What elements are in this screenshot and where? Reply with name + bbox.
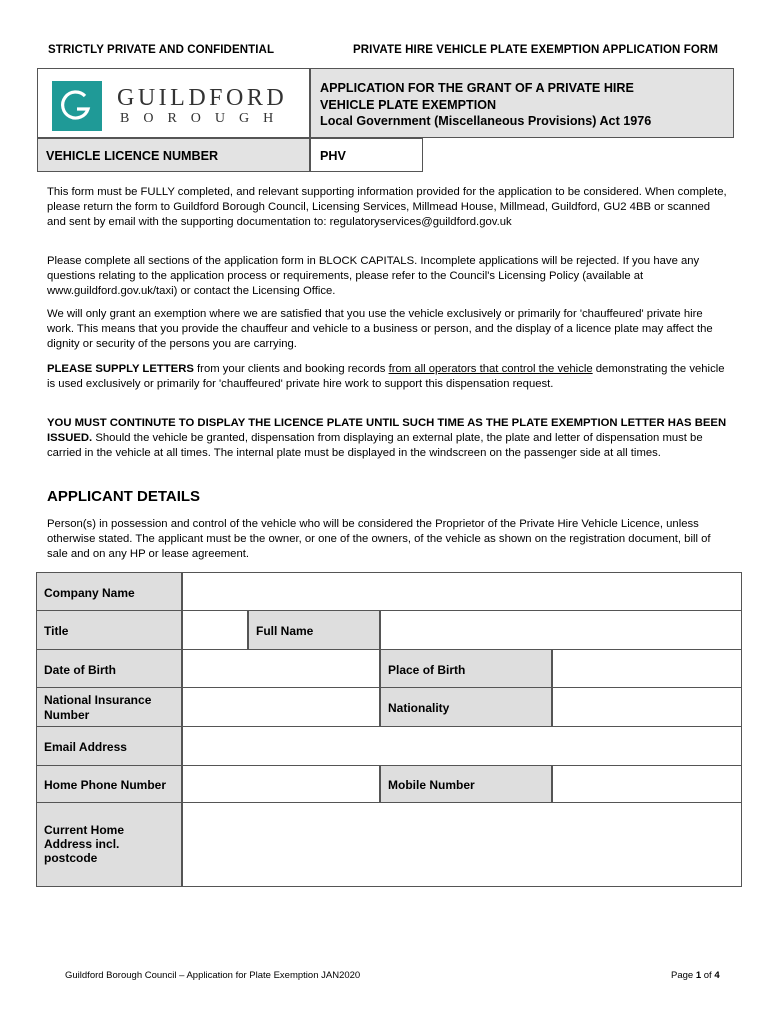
vehicle-licence-label: VEHICLE LICENCE NUMBER <box>46 149 219 163</box>
place-of-birth-field[interactable] <box>552 649 742 688</box>
intro-paragraph-4: PLEASE SUPPLY LETTERS from your clients and booking records from all operators that control the vehicle demonstrating the vehicle is used exclusively or primarily for 'chauffeured' private hire work to support this dispensation request. <box>47 363 725 390</box>
address-field[interactable] <box>182 802 742 887</box>
email-label: Email Address <box>44 740 127 754</box>
form-type-label: PRIVATE HIRE VEHICLE PLATE EXEMPTION APPLICATION FORM <box>353 44 719 56</box>
intro-paragraph-2: Please complete all sections of the application form in BLOCK CAPITALS. Incomplete applications will be rejected. If you have any questions relating to the application process or requirements, please refer to the Council's Licensing Policy (available at www.guildford.gov.uk/taxi) or contact the Licensing Office. <box>47 255 700 297</box>
full-name-field[interactable] <box>380 610 742 650</box>
licence-prefix: PHV <box>320 149 346 163</box>
ni-label-cell <box>36 687 182 727</box>
intro-paragraph-5: YOU MUST CONTINUTE TO DISPLAY THE LICENCE PLATE UNTIL SUCH TIME AS THE PLATE EXEMPTION LETTER HAS BEEN ISSUED. Should the vehicle be granted, dispensation from displaying an external plate, the plate and letter of dispensation must be carried in the vehicle at all times. The internal plate must be displayed in the windscreen on the passenger side at all times. <box>47 417 727 459</box>
logo-text-borough: BOROUGH <box>120 111 288 126</box>
ni-number-field[interactable] <box>182 687 380 727</box>
dob-field[interactable] <box>182 649 380 688</box>
address-label-line3: postcode <box>44 851 98 865</box>
nationality-field[interactable] <box>552 687 742 727</box>
nationality-label-cell <box>380 687 552 727</box>
mobile-label-cell <box>380 765 552 803</box>
intro-paragraph-3: We will only grant an exemption where we are satisfied that you use the vehicle exclusively or primarily for 'chauffeured' private hire work. This means that you provide the chauffeur and vehicle to a business or person, and the display of a licence plate may affect the dignity or security of the persons you are carrying. <box>47 308 713 350</box>
dob-label-cell <box>36 649 182 688</box>
intro-paragraph-1: This form must be FULLY completed, and relevant supporting information provided for the application to be considered. When complete, please return the form to Guildford Borough Council, Licensing Services, Millmead House, Millmead, Guildford, GU2 4BB or scanned and sent by email with the supporting documentation to: regulatoryservices@guildford.gov.uk <box>47 186 727 228</box>
confidential-label: STRICTLY PRIVATE AND CONFIDENTIAL <box>48 44 275 56</box>
company-name-label-cell <box>36 572 182 611</box>
place-of-birth-label-cell <box>380 649 552 688</box>
application-title-line1: APPLICATION FOR THE GRANT OF A PRIVATE HIRE <box>320 81 634 95</box>
address-label-cell <box>36 802 182 887</box>
address-label-line2: Address incl. <box>44 837 120 851</box>
title-label-cell <box>36 610 182 650</box>
vehicle-licence-number-field[interactable] <box>310 138 423 172</box>
display-plate-warning: YOU MUST CONTINUTE TO DISPLAY THE LICENCE PLATE UNTIL SUCH TIME AS THE PLATE EXEMPTION LETTER HAS BEEN ISSUED. <box>47 417 727 444</box>
act-reference: Local Government (Miscellaneous Provisions) Act 1976 <box>320 114 652 128</box>
applicant-details-heading: APPLICANT DETAILS <box>47 488 201 505</box>
footer-reference: Guildford Borough Council – Application for Plate Exemption JAN2020 <box>65 970 361 981</box>
application-title-line2: VEHICLE PLATE EXEMPTION <box>320 97 497 112</box>
full-name-label-cell <box>248 610 380 650</box>
operators-underlined: from all operators that control the vehicle <box>388 363 593 375</box>
ni-label-line1: National Insurance <box>44 693 152 707</box>
email-label-cell <box>36 726 182 766</box>
home-phone-field[interactable] <box>182 765 380 803</box>
supply-letters-emphasis: PLEASE SUPPLY LETTERS <box>47 363 194 375</box>
address-label-line1: Current Home <box>44 823 125 837</box>
title-label: Title <box>44 624 69 638</box>
ni-label-line2: Number <box>44 708 90 722</box>
logo-text-guildford: GUILDFORD <box>117 85 288 111</box>
application-title-box <box>310 68 734 138</box>
vehicle-licence-label-cell <box>37 138 310 172</box>
nationality-label: Nationality <box>388 701 450 715</box>
mobile-label: Mobile Number <box>388 778 475 792</box>
company-name-field[interactable] <box>182 572 742 611</box>
page-total: 4 <box>714 970 720 981</box>
mobile-field[interactable] <box>552 765 742 803</box>
dob-label: Date of Birth <box>44 663 116 677</box>
email-field[interactable] <box>182 726 742 766</box>
logo-g-icon <box>52 81 102 131</box>
full-name-label: Full Name <box>256 624 314 638</box>
page-number: Page 1 of 4 <box>671 970 720 981</box>
guildford-logo-mark <box>52 81 102 131</box>
logo-box <box>37 68 310 138</box>
home-phone-label-cell <box>36 765 182 803</box>
company-name-label: Company Name <box>44 586 135 600</box>
applicant-description: Person(s) in possession and control of the vehicle who will be considered the Proprietor of the Private Hire Vehicle Licence, unless otherwise stated. The applicant must be the owner, or one of the owners, of the vehicle as shown on the registration document, bill of sale and on any HP or lease agreement. <box>47 518 711 560</box>
page-current: 1 <box>695 970 702 981</box>
home-phone-label: Home Phone Number <box>44 778 167 792</box>
place-of-birth-label: Place of Birth <box>388 663 466 677</box>
title-field[interactable] <box>182 610 248 650</box>
